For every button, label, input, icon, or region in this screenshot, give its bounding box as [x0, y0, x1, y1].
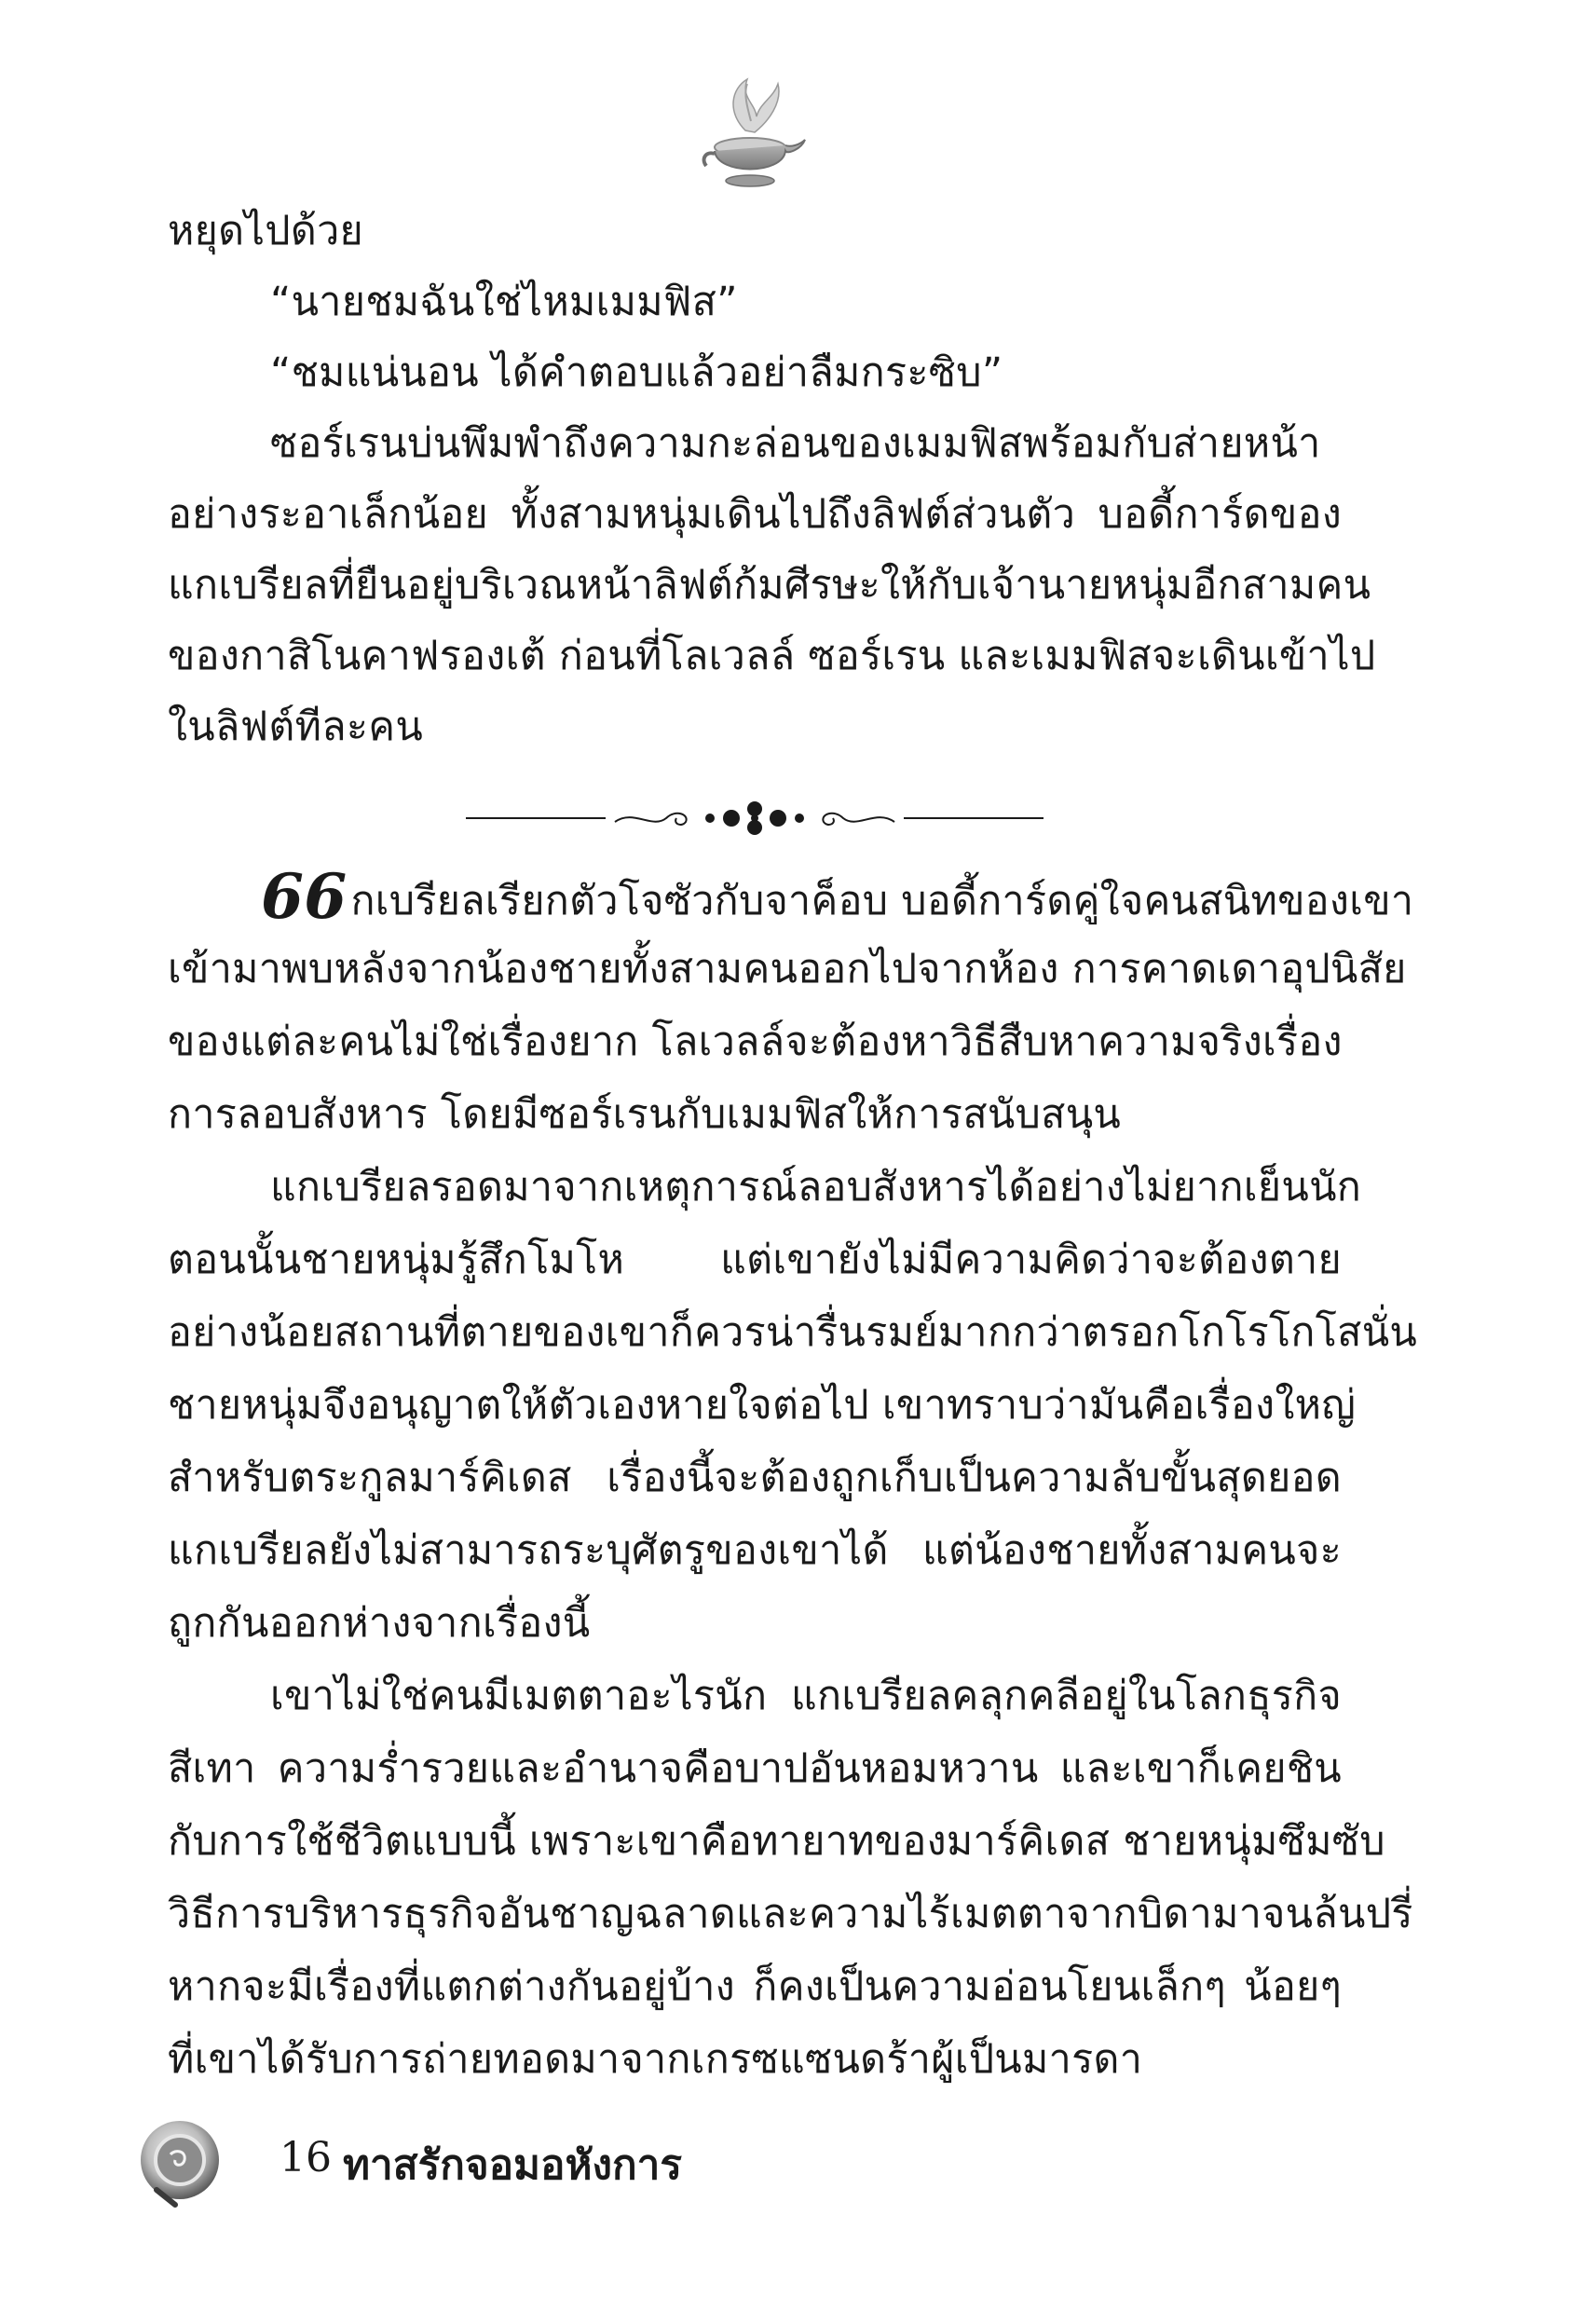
dialogue-line: “ชมแน่นอน ได้คำตอบแล้วอย่าลืมกระซิบ” [270, 349, 1003, 396]
text-line: ตอนนั้นชายหนุ่มรู้สึกโมโห แต่เขายังไม่มีความคิดว่าจะต้องตาย [168, 1237, 1342, 1283]
dialogue-line: “นายชมฉันใช่ไหมเมมฟิส” [270, 279, 738, 325]
text-line: หยุดไปด้วย [168, 208, 364, 254]
text-line: ของกาสิโนคาฟรองเต้ ก่อนที่โลเวลล์ ซอร์เรน และเมมฟิสจะเดินเข้าไป [168, 633, 1376, 679]
text-line: แกเบรียลรอดมาจากเหตุการณ์ลอบสังหารได้อย่างไม่ยากเย็นนัก [270, 1164, 1362, 1210]
text-line: ถูกกันออกห่างจากเรื่องนี้ [168, 1600, 591, 1647]
text-line: เข้ามาพบหลังจากน้องชายทั้งสามคนออกไปจากห้อง การคาดเดาอุปนิสัย [168, 946, 1407, 992]
text-line: ที่เขาได้รับการถ่ายทอดมาจากเกรซแซนดร้าผู้เป็นมารดา [168, 2036, 1143, 2083]
page-number: 16 [280, 2134, 332, 2181]
book-title: ทาสรักจอมอหังการ [343, 2141, 682, 2189]
coffee-cup-icon [138, 2115, 222, 2208]
text-line: การลอบสังหาร โดยมีซอร์เรนกับเมมฟิสให้การสนับสนุน [168, 1091, 1122, 1138]
text-line: แกเบรียลยังไม่สามารถระบุศัตรูของเขาได้ แต่น้องชายทั้งสามคนจะ [168, 1527, 1342, 1574]
lamp-ornament-icon [689, 65, 811, 205]
text-line: แกเบรียลที่ยืนอยู่บริเวณหน้าลิฟต์ก้มศีรษะให้กับเจ้านายหนุ่มอีกสามคน [168, 562, 1371, 609]
flourish-divider-icon [466, 790, 1044, 846]
text-line: หากจะมีเรื่องที่แตกต่างกันอยู่บ้าง ก็คงเป็นความอ่อนโยนเล็กๆ น้อยๆ [168, 1963, 1342, 2010]
text-line: กเบรียลเรียกตัวโจซัวกับจาค็อบ บอดี้การ์ดคู่ใจคนสนิทของเขา [350, 878, 1414, 924]
text-line: กับการใช้ชีวิตแบบนี้ เพราะเขาคือทายาทของมาร์คิเดส ชายหนุ่มซึมซับ [168, 1818, 1385, 1865]
text-line: สำหรับตระกูลมาร์คิเดส เรื่องนี้จะต้องถูกเก็บเป็นความลับขั้นสุดยอด [168, 1455, 1342, 1501]
text-line: วิธีการบริหารธุรกิจอันชาญฉลาดและความไร้เมตตาจากบิดามาจนล้นปรี่ [168, 1891, 1413, 1937]
text-line: ชายหนุ่มจึงอนุญาตให้ตัวเองหายใจต่อไป เขาทราบว่ามันคือเรื่องใหญ่ [168, 1382, 1357, 1429]
dropcap-quote: 66 [261, 860, 348, 933]
text-line: เขาไม่ใช่คนมีเมตตาอะไรนัก แกเบรียลคลุกคลีอยู่ในโลกธุรกิจ [270, 1673, 1342, 1719]
text-line: สีเทา ความร่ำรวยและอำนาจคือบาปอันหอมหวาน และเขาก็เคยชิน [168, 1745, 1342, 1792]
text-line: ของแต่ละคนไม่ใช่เรื่องยาก โลเวลล์จะต้องหาวิธีสืบหาความจริงเรื่อง [168, 1019, 1343, 1065]
text-line: อย่างระอาเล็กน้อย ทั้งสามหนุ่มเดินไปถึงลิฟต์ส่วนตัว บอดี้การ์ดของ [168, 491, 1342, 538]
text-line: ในลิฟต์ทีละคน [168, 704, 424, 750]
text-line: อย่างน้อยสถานที่ตายของเขาก็ควรน่ารื่นรมย์มากกว่าตรอกโกโรโกโสนั่น [168, 1309, 1418, 1356]
text-line: ซอร์เรนบ่นพึมพำถึงความกะล่อนของเมมฟิสพร้อมกับส่ายหน้า [270, 420, 1321, 467]
text-line-with-dropcap [261, 860, 1414, 933]
